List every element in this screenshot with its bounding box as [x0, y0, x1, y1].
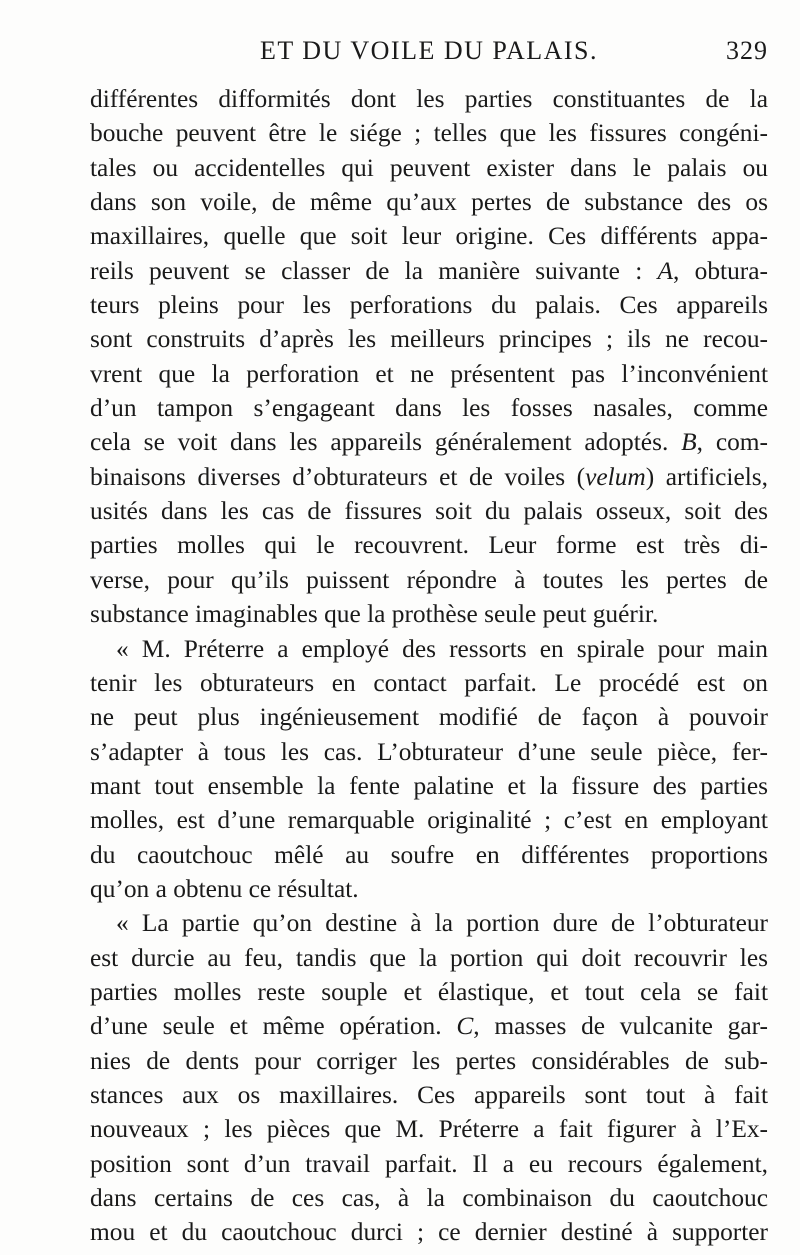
text-run: ) artificiels,	[645, 462, 768, 491]
text-line	[90, 254, 768, 288]
text-line: vrent que la perforation et ne présentent pas l’inconvénient	[90, 359, 768, 388]
page-number: 329	[726, 36, 768, 65]
running-title: ET DU VOILE DU PALAIS.	[259, 36, 599, 65]
text-line: substance imaginables que la prothèse seule peut guérir.	[90, 600, 659, 629]
text-line: usités dans les cas de fissures soit du palais osseux, soit des	[90, 497, 768, 526]
running-head	[90, 36, 768, 76]
text-line: tales ou accidentelles qui peuvent exister dans le palais ou	[90, 153, 768, 182]
text-line: « M. Préterre a employé des ressorts en spirale pour main	[116, 634, 768, 663]
text-line: d’un tampon s’engageant dans les fosses nasales, comme	[90, 394, 768, 423]
text-line: stances aux os maxillaires. Ces appareils sont tout à fait	[90, 1080, 768, 1109]
text-run: , com-	[696, 428, 768, 457]
text-line: qu’on a obtenu ce résultat.	[90, 874, 359, 903]
text-line: mou et du caoutchouc durci ; ce dernier destiné à supporter	[90, 1218, 768, 1247]
text-line: du caoutchouc mêlé au soufre en différentes proportions	[90, 840, 768, 869]
text-line: tenir les obturateurs en contact parfait. Le procédé est on	[90, 668, 768, 697]
text-line: molles, est d’une remarquable originalité ; c’est en employant	[90, 806, 768, 835]
text-line: position sont d’un travail parfait. Il a eu recours également,	[90, 1149, 768, 1178]
text-line: dans certains de ces cas, à la combinaison du caoutchouc	[90, 1184, 768, 1212]
text-line: « La partie qu’on destine à la portion dure de l’obturateur	[116, 909, 768, 938]
text-line: parties molles reste souple et élastique, et tout cela se fait	[90, 977, 768, 1006]
text-line	[90, 425, 768, 459]
text-line: différentes difformités dont les parties constituantes de la	[90, 85, 768, 113]
text-run: , masses de vulcanite gar-	[473, 1012, 768, 1041]
text-line	[90, 460, 768, 494]
italic-run: velum	[585, 462, 646, 491]
text-line: sont construits d’après les meilleurs principes ; ils ne recou-	[90, 325, 768, 354]
text-line: s’adapter à tous les cas. L’obturateur d’une seule pièce, fer-	[90, 737, 768, 766]
text-run: d’une seule et même opération.	[90, 1012, 457, 1041]
text-line: nies de dents pour corriger les pertes considérables de sub-	[90, 1046, 768, 1075]
text-line: nouveaux ; les pièces que M. Préterre a fait figurer à l’Ex-	[90, 1115, 768, 1144]
text-run: , obtura-	[673, 256, 768, 285]
body-text	[90, 82, 768, 1250]
text-line: teurs pleins pour les perforations du palais. Ces appareils	[90, 291, 768, 320]
text-line: ne peut plus ingénieusement modifié de façon à pouvoir	[90, 703, 768, 732]
text-line: bouche peuvent être le siége ; telles que les fissures congéni-	[90, 119, 768, 148]
text-run: reils peuvent se classer de la manière suivante :	[90, 256, 658, 285]
italic-run: C	[456, 1012, 474, 1041]
text-line: est durcie au feu, tandis que la portion qui doit recouvrir les	[90, 943, 768, 972]
text-line: verse, pour qu’ils puissent répondre à toutes les pertes de	[90, 565, 768, 594]
text-line: mant tout ensemble la fente palatine et la fissure des parties	[90, 771, 768, 800]
text-line	[90, 1009, 768, 1043]
text-run: binaisons diverses d’obturateurs et de voiles (	[90, 462, 586, 491]
text-line: dans son voile, de même qu’aux pertes de substance des os	[90, 188, 768, 217]
italic-run: A	[657, 256, 674, 285]
text-line: parties molles qui le recouvrent. Leur forme est très di-	[90, 531, 768, 560]
italic-run: B	[681, 428, 697, 457]
text-line: maxillaires, quelle que soit leur origine. Ces différents appa-	[90, 222, 768, 251]
text-run: cela se voit dans les appareils généralement adoptés.	[90, 428, 682, 457]
